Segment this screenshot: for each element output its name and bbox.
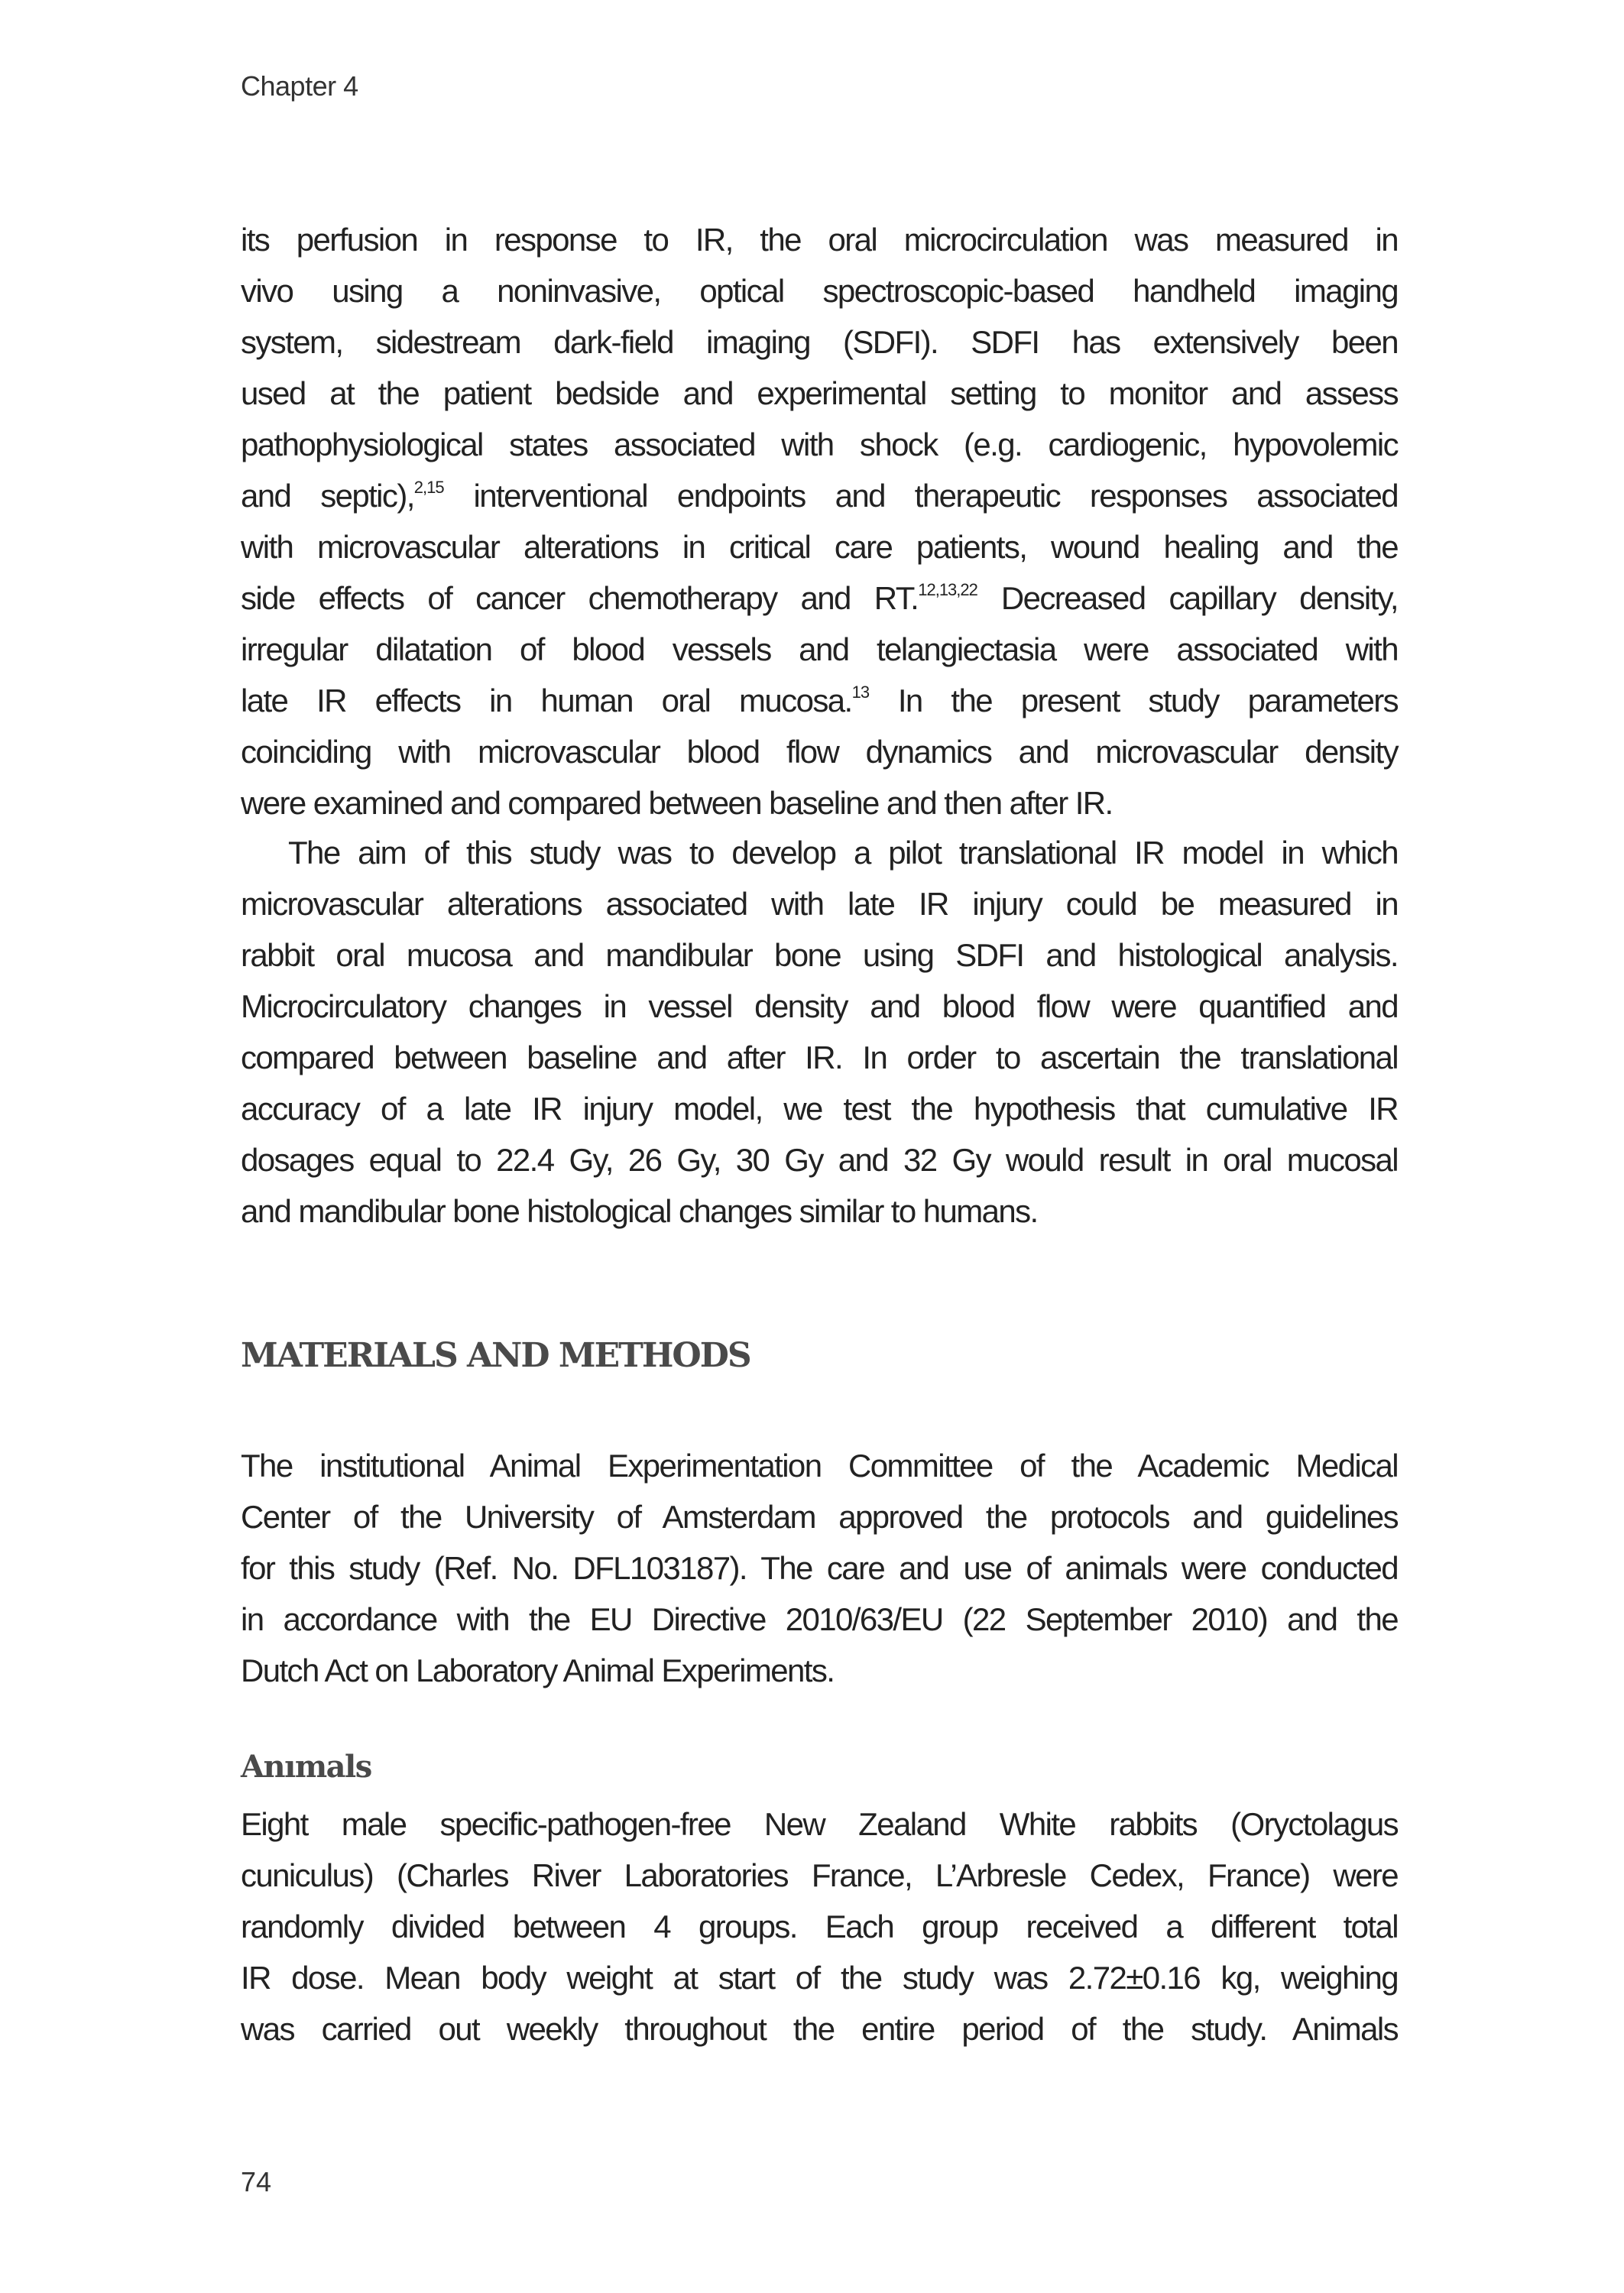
text-line (241, 1594, 1398, 1645)
text-segment: accuracy of a late IR injury model, we test the hypothesis that cumulative IR (241, 1091, 1398, 1127)
text-segment: coinciding with microvascular blood flow dynamics and microvascular density (241, 734, 1398, 770)
text-line (241, 675, 1398, 726)
text-segment: and mandibular bone histological changes similar to humans. (241, 1193, 1038, 1229)
text-segment: randomly divided between 4 groups. Each group received a different total (241, 1909, 1398, 1944)
text-segment: its perfusion in response to IR, the oral microcirculation was measured in (241, 222, 1398, 258)
text-segment: in accordance with the EU Directive 2010/63/EU (22 September 2010) and the (241, 1601, 1398, 1637)
text-line (241, 316, 1398, 368)
text-line (241, 1134, 1398, 1185)
text-line (241, 214, 1398, 265)
paragraph-introduction-1 (241, 214, 1398, 829)
text-line (241, 1798, 1398, 1850)
text-line (241, 419, 1398, 470)
paragraph-ethics (241, 1440, 1398, 1696)
text-segment: cuniculus) (Charles River Laboratories France, L’Arbresle Cedex, France) were (241, 1857, 1398, 1893)
citation-superscript: 2,15 (413, 478, 444, 497)
paragraph-introduction-2 (241, 827, 1398, 1237)
text-segment: Decreased capillary density, (977, 580, 1398, 616)
page-number: 74 (241, 2166, 272, 2197)
citation-superscript: 13 (851, 683, 870, 702)
text-line (241, 1491, 1398, 1542)
text-segment: In the present study parameters (869, 683, 1399, 718)
text-segment: vivo using a noninvasive, optical spectroscopic-based handheld imaging (241, 273, 1398, 309)
paragraph-animals (241, 1798, 1398, 2055)
text-line (241, 1901, 1398, 1952)
text-segment: was carried out weekly throughout the entire period of the study. Animals (241, 2011, 1398, 2047)
text-segment: were examined and compared between baseline and then after IR. (241, 785, 1113, 821)
text-line (241, 1032, 1398, 1083)
text-segment: The aim of this study was to develop a pilot translational IR model in which (288, 835, 1398, 871)
section-heading: MATERIALS AND METHODS (241, 1336, 750, 1375)
text-segment: interventional endpoints and therapeutic responses associated (443, 478, 1398, 514)
citation-superscript: 12,13,22 (918, 580, 977, 599)
text-segment: for this study (Ref. No. DFL103187). The care and use of animals were conducted (241, 1550, 1398, 1586)
text-segment: microvascular alterations associated with late IR injury could be measured in (241, 886, 1398, 922)
text-segment: and septic), (241, 478, 414, 514)
text-line (241, 981, 1398, 1032)
text-segment: rabbit oral mucosa and mandibular bone using SDFI and histological analysis. (241, 937, 1398, 973)
text-line (241, 878, 1398, 929)
text-line (241, 777, 1398, 829)
text-segment: compared between baseline and after IR. In order to ascertain the translational (241, 1039, 1398, 1075)
text-line (241, 572, 1398, 624)
text-line (241, 1952, 1398, 2003)
text-segment: pathophysiological states associated with shock (e.g. cardiogenic, hypovolemic (241, 426, 1398, 462)
text-segment: system, sidestream dark-field imaging (SDFI). SDFI has extensively been (241, 324, 1398, 360)
text-line (241, 1645, 1398, 1696)
text-line (241, 521, 1398, 572)
text-segment: late IR effects in human oral mucosa. (241, 683, 852, 718)
text-line (241, 470, 1398, 521)
text-line (241, 827, 1398, 878)
text-line (241, 265, 1398, 316)
text-line (241, 1542, 1398, 1594)
text-line (241, 929, 1398, 981)
text-segment: side effects of cancer chemotherapy and RT. (241, 580, 919, 616)
text-segment: IR dose. Mean body weight at start of the study was 2.72±0.16 kg, weighing (241, 1960, 1398, 1996)
text-line (241, 726, 1398, 777)
text-line (241, 624, 1398, 675)
text-line (241, 1185, 1398, 1237)
text-line (241, 2003, 1398, 2055)
running-header: Chapter 4 (241, 70, 358, 102)
text-segment: Microcirculatory changes in vessel density and blood flow were quantified and (241, 988, 1398, 1024)
text-segment: Eight male specific-pathogen-free New Zealand White rabbits (Oryctolagus (241, 1806, 1398, 1842)
text-segment: with microvascular alterations in critical care patients, wound healing and the (241, 529, 1398, 565)
text-line (241, 368, 1398, 419)
text-segment: dosages equal to 22.4 Gy, 26 Gy, 30 Gy and 32 Gy would result in oral mucosal (241, 1142, 1398, 1178)
text-segment: used at the patient bedside and experimental setting to monitor and assess (241, 375, 1398, 411)
text-segment: Center of the University of Amsterdam approved the protocols and guidelines (241, 1499, 1398, 1535)
subsection-heading: Anımals (241, 1749, 371, 1785)
text-segment: The institutional Animal Experimentation Committee of the Academic Medical (241, 1448, 1398, 1484)
text-segment: irregular dilatation of blood vessels and telangiectasia were associated with (241, 631, 1398, 667)
text-line (241, 1440, 1398, 1491)
text-line (241, 1083, 1398, 1134)
text-line (241, 1850, 1398, 1901)
text-segment: Dutch Act on Laboratory Animal Experiments. (241, 1652, 835, 1688)
